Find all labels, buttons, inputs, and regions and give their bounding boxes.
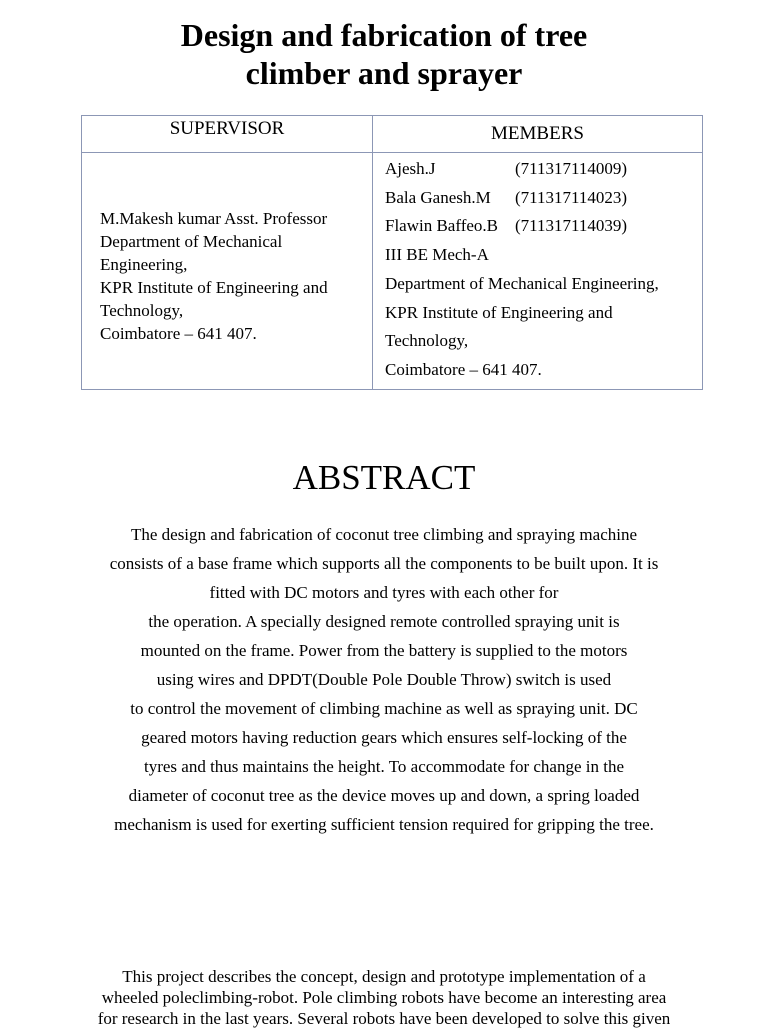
member-name: Flawin Baffeo.B xyxy=(385,216,499,236)
abstract-line: to control the movement of climbing machine as well as spraying unit. DC xyxy=(130,699,638,718)
supervisor-header: SUPERVISOR xyxy=(82,116,373,153)
abstract-line: mechanism is used for exerting sufficient tension required for gripping the tree. xyxy=(114,815,654,834)
abstract-heading: ABSTRACT xyxy=(292,458,476,497)
member-row xyxy=(385,155,702,184)
member-id: (711317114023) xyxy=(515,187,628,207)
member-name: Ajesh.J xyxy=(385,159,436,178)
project-description xyxy=(30,966,738,1029)
member-row xyxy=(385,184,702,213)
abstract-line: consists of a base frame which supports all the components to be built upon. It is xyxy=(109,554,659,573)
title-line-2: climber and sprayer xyxy=(245,55,523,91)
team-table xyxy=(81,115,703,390)
table-body-row xyxy=(82,153,703,390)
abstract-body xyxy=(40,520,728,839)
supervisor-cell xyxy=(82,153,373,390)
supervisor-line: Department of Mechanical xyxy=(100,232,283,251)
supervisor-line: Engineering, xyxy=(100,255,188,274)
abstract-line: geared motors having reduction gears which ensures self-locking of the xyxy=(141,728,627,747)
member-row xyxy=(385,212,702,241)
table-header-row xyxy=(82,116,703,153)
document-title xyxy=(0,16,768,92)
abstract-line: using wires and DPDT(Double Pole Double Throw) switch is used xyxy=(156,670,612,689)
abstract-line: mounted on the frame. Power from the battery is supplied to the motors xyxy=(140,641,628,660)
supervisor-line: Coimbatore – 641 407. xyxy=(100,324,257,343)
supervisor-line: M.Makesh kumar Asst. Professor xyxy=(100,209,328,228)
abstract-line: fitted with DC motors and tyres with each other for xyxy=(209,583,559,602)
abstract-line: diameter of coconut tree as the device moves up and down, a spring loaded xyxy=(128,786,640,805)
project-line: for research in the last years. Several robots have been developed to solve this given xyxy=(97,1009,671,1028)
supervisor-line: KPR Institute of Engineering and xyxy=(100,278,328,297)
member-name: Bala Ganesh.M xyxy=(385,187,491,207)
member-line: Technology, xyxy=(385,331,469,351)
member-id: (711317114039) xyxy=(515,216,628,236)
project-line: This project describes the concept, design and prototype implementation of a xyxy=(122,967,646,986)
supervisor-line: Technology, xyxy=(100,301,184,320)
abstract-line: tyres and thus maintains the height. To accommodate for change in the xyxy=(143,757,625,776)
abstract-line: The design and fabrication of coconut tree climbing and spraying machine xyxy=(130,525,638,544)
project-line: wheeled poleclimbing-robot. Pole climbing robots have become an interesting area xyxy=(101,988,667,1007)
supervisor-details xyxy=(82,207,372,345)
members-header: MEMBERS xyxy=(373,116,703,153)
member-line: III BE Mech-A xyxy=(385,245,489,265)
members-details xyxy=(373,153,702,385)
title-line-1: Design and fabrication of tree xyxy=(180,17,588,53)
members-cell xyxy=(373,153,703,390)
member-id: (711317114009) xyxy=(515,159,628,178)
member-line: KPR Institute of Engineering and xyxy=(385,302,613,322)
member-line: Coimbatore – 641 407. xyxy=(385,359,542,379)
member-line: Department of Mechanical Engineering, xyxy=(385,273,659,293)
abstract-line: the operation. A specially designed remote controlled spraying unit is xyxy=(148,612,620,631)
